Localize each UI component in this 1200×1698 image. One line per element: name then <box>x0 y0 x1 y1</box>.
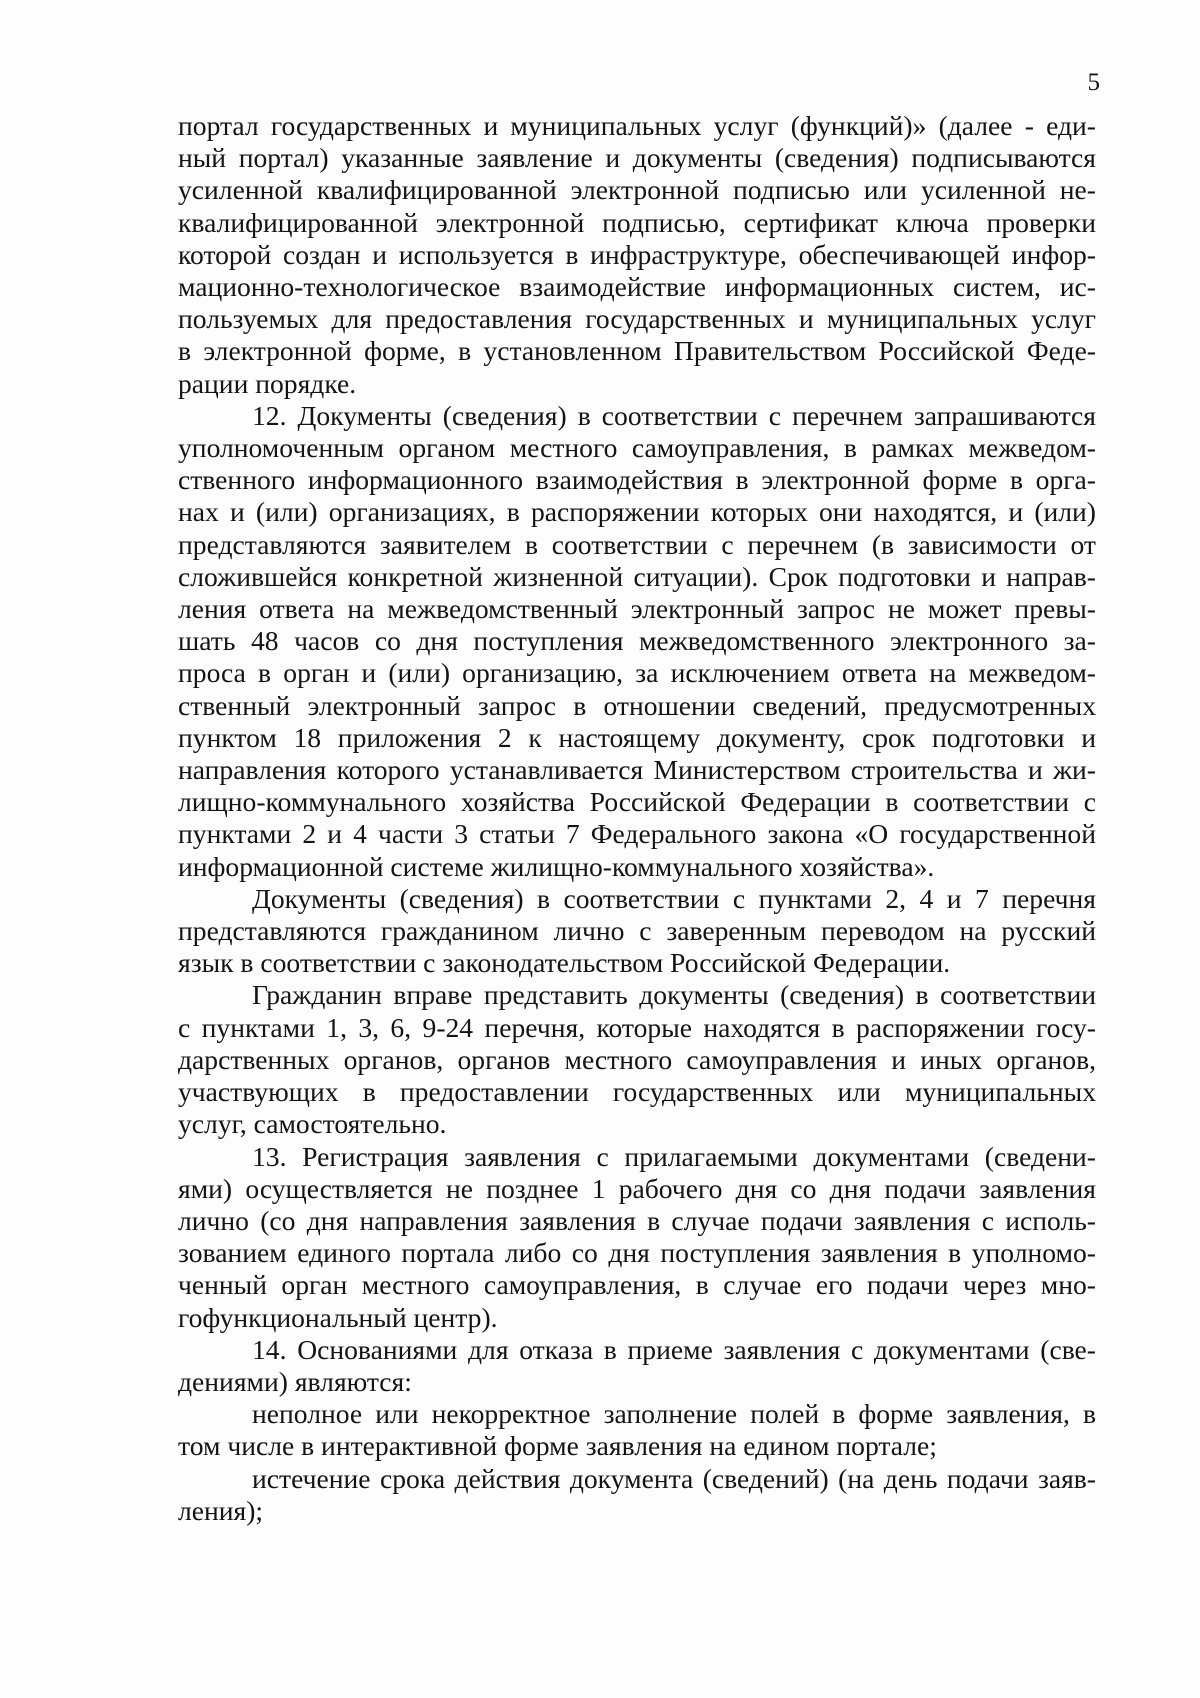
paragraph <box>178 883 1096 980</box>
paragraph <box>178 979 1096 1140</box>
text-line: пунктами 2 и 4 части 3 статьи 7 Федерального закона «О государственной <box>178 818 1096 850</box>
text-line: в электронной форме, в установленном Правительством Российской Феде- <box>178 335 1096 367</box>
text-line: уполномоченным органом местного самоуправления, в рамках межведом- <box>178 432 1096 464</box>
text-line: представляются заявителем в соответствии с перечнем (в зависимости от <box>178 528 1096 560</box>
paragraph <box>178 400 1096 883</box>
text-line: ления ответа на межведомственный электронный запрос не может превы- <box>178 593 1096 625</box>
text-line: с пунктами 1, 3, 6, 9-24 перечня, которые находятся в распоряжении госу- <box>178 1011 1096 1043</box>
text-line: 14. Основаниями для отказа в приеме заявления с документами (све- <box>252 1333 1096 1365</box>
paragraph <box>178 1463 1096 1527</box>
text-line: Гражданин вправе представить документы (сведения) в соответствии <box>252 979 1096 1011</box>
text-line: ственный электронный запрос в отношении сведений, предусмотренных <box>178 689 1096 721</box>
text-line: проса в орган и (или) организацию, за исключением ответа на межведом- <box>178 657 1096 689</box>
text-line: лищно-коммунального хозяйства Российской Федерации в соответствии с <box>178 786 1096 818</box>
text-line: шать 48 часов со дня поступления межведомственного электронного за- <box>178 625 1096 657</box>
text-line: 13. Регистрация заявления с прилагаемыми документами (сведени- <box>252 1140 1096 1172</box>
text-line: ченный орган местного самоуправления, в случае его подачи через мно- <box>178 1269 1096 1301</box>
text-line: рации порядке. <box>178 367 357 399</box>
text-line: зованием единого портала либо со дня поступления заявления в уполномо- <box>178 1237 1096 1269</box>
text-line: гофункциональный центр). <box>178 1301 498 1333</box>
page-number: 5 <box>1087 69 1100 96</box>
text-line: представляются гражданином лично с заверенным переводом на русский <box>178 915 1096 947</box>
paragraph <box>178 110 1096 400</box>
text-line: неполное или некорректное заполнение полей в форме заявления, в <box>252 1398 1096 1430</box>
paragraph <box>178 1334 1096 1398</box>
paragraph <box>178 1141 1096 1334</box>
text-line: квалифицированной электронной подписью, сертификат ключа проверки <box>178 206 1096 238</box>
text-line: направления которого устанавливается Министерством строительства и жи- <box>178 754 1096 786</box>
text-line: усиленной квалифицированной электронной подписью или усиленной не- <box>178 174 1096 206</box>
text-line: пользуемых для предоставления государственных и муниципальных услуг <box>178 303 1096 335</box>
text-line: истечение срока действия документа (сведений) (на день подачи заяв- <box>252 1462 1096 1494</box>
text-line: нах и (или) организациях, в распоряжении которых они находятся, и (или) <box>178 496 1096 528</box>
text-line: Документы (сведения) в соответствии с пунктами 2, 4 и 7 перечня <box>252 882 1096 914</box>
text-line: ный портал) указанные заявление и документы (сведения) подписываются <box>178 142 1096 174</box>
text-line: информационной системе жилищно-коммунального хозяйства». <box>178 850 935 882</box>
text-line: которой создан и используется в инфраструктуре, обеспечивающей инфор- <box>178 238 1096 270</box>
text-line: портал государственных и муниципальных услуг (функций)» (далее - еди- <box>178 110 1096 141</box>
text-line: дениями) являются: <box>178 1365 412 1397</box>
text-line: дарственных органов, органов местного самоуправления и иных органов, <box>178 1043 1096 1075</box>
text-line: услуг, самостоятельно. <box>178 1108 447 1140</box>
document-body <box>178 110 1096 1527</box>
paragraph <box>178 1398 1096 1462</box>
text-line: ления); <box>178 1494 264 1526</box>
text-line: том числе в интерактивной форме заявления на едином портале; <box>178 1430 937 1462</box>
text-line: сложившейся конкретной жизненной ситуации). Срок подготовки и направ- <box>178 560 1096 592</box>
text-line: мационно-технологическое взаимодействие информационных систем, ис- <box>178 271 1096 303</box>
text-line: ями) осуществляется не позднее 1 рабочего дня со дня подачи заявления <box>178 1172 1096 1204</box>
text-line: участвующих в предоставлении государственных или муниципальных <box>178 1076 1096 1108</box>
text-line: пунктом 18 приложения 2 к настоящему документу, срок подготовки и <box>178 721 1096 753</box>
text-line: ственного информационного взаимодействия в электронной форме в орга- <box>178 464 1096 496</box>
text-line: лично (со дня направления заявления в случае подачи заявления с исполь- <box>178 1204 1096 1236</box>
text-line: язык в соответствии с законодательством Российской Федерации. <box>178 947 951 979</box>
text-line: 12. Документы (сведения) в соответствии с перечнем запрашиваются <box>252 399 1096 431</box>
